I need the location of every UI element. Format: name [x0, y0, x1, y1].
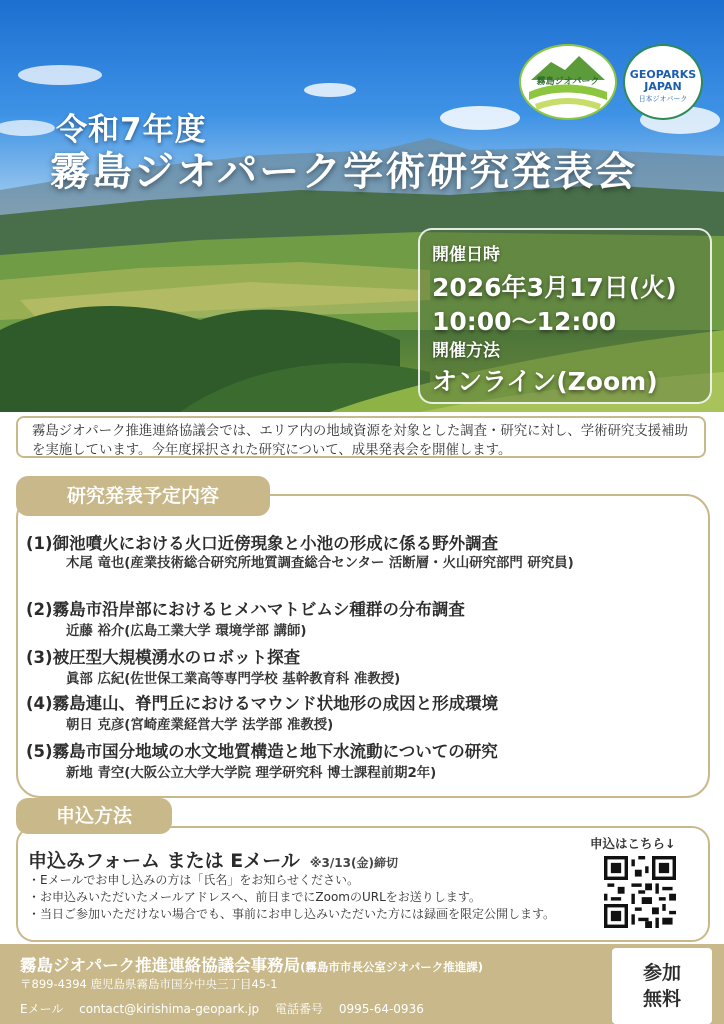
apply-heading: 申込方法 — [16, 798, 172, 834]
apply-box — [16, 826, 710, 942]
qr-label: 申込はこちら↓ — [590, 836, 676, 851]
program-item-presenter: 新地 青空(大阪公立大学大学院 理学研究科 博士課程前期2年) — [66, 766, 437, 781]
logo-line1: GEOPARKS — [629, 68, 697, 81]
organizer-dept: (霧島市市長公室ジオパーク推進課) — [300, 960, 483, 974]
free-participation-badge — [612, 948, 712, 1024]
apply-note: ・当日ご参加いただけない場合でも、事前にお申し込みいただいた方には録画を限定公開します。 — [28, 907, 556, 921]
program-item-presenter: 木尾 竜也(産業技術総合研究所地質調査総合センター 活断層・火山研究部門 研究員) — [66, 556, 574, 571]
apply-deadline: ※3/13(金)締切 — [309, 856, 398, 870]
program-item-presenter: 近藤 裕介(広島工業大学 環境学部 講師) — [66, 624, 307, 639]
organizer-address: 〒899-4394 鹿児島県霧島市国分中央三丁目45-1 — [20, 977, 278, 991]
email-label: Eメール — [20, 1002, 64, 1016]
organizer — [20, 952, 483, 976]
apply-method — [28, 846, 398, 873]
badge-line1: 参加 — [642, 962, 681, 984]
organizer-name: 霧島ジオパーク推進連絡協議会事務局 — [20, 956, 301, 975]
badge-line2: 無料 — [642, 988, 681, 1010]
logo-text: 霧島ジオパーク — [536, 77, 600, 87]
apply-method-text: 申込みフォーム または Eメール — [28, 850, 300, 872]
program-box — [16, 494, 710, 798]
event-year: 令和7年度 — [56, 112, 207, 148]
event-method: オンライン(Zoom) — [432, 367, 658, 396]
program-item-title: (4)霧島連山、脊門丘におけるマウンド状地形の成因と形成環境 — [26, 694, 499, 713]
apply-notes — [28, 872, 588, 923]
program-item-presenter: 眞部 広紀(佐世保工業高等専門学校 基幹教育科 准教授) — [66, 672, 401, 687]
event-date: 2026年3月17日(火) — [432, 273, 677, 302]
method-label: 開催方法 — [432, 341, 500, 361]
logo-line3: 日本ジオパーク — [638, 95, 688, 103]
date-label: 開催日時 — [432, 245, 500, 265]
phone-label: 電話番号 — [274, 1002, 323, 1016]
program-item-title: (2)霧島市沿岸部におけるヒメハマトビムシ種群の分布調査 — [26, 600, 465, 619]
contact-line — [20, 1000, 436, 1017]
email-link[interactable]: contact@kirishima-geopark.jp — [79, 1002, 260, 1016]
program-item-title: (1)御池噴火における火口近傍現象と小池の形成に係る野外調査 — [26, 534, 499, 553]
apply-note: ・Eメールでお申し込みの方は「氏名」をお知らせください。 — [28, 873, 359, 887]
event-info-box — [418, 228, 712, 404]
intro-text: 霧島ジオパーク推進連絡協議会では、エリア内の地域資源を対象とした調査・研究に対し、学術研究支援補助を実施しています。今年度採択された研究について、成果発表会を開催します。 — [16, 416, 706, 458]
program-item-title: (5)霧島市国分地域の水文地質構造と地下水流動についての研究 — [26, 742, 498, 761]
geoparks-japan-logo — [623, 44, 703, 120]
phone-number: 0995-64-0936 — [338, 1002, 424, 1016]
event-time: 10:00〜12:00 — [432, 307, 617, 336]
program-item-presenter: 朝日 克彦(宮崎産業経営大学 法学部 准教授) — [66, 718, 334, 733]
hero-banner — [0, 0, 724, 412]
kirishima-geopark-logo — [519, 44, 617, 120]
program-heading: 研究発表予定内容 — [16, 476, 270, 516]
qr-code[interactable] — [604, 856, 676, 928]
logo-line2: JAPAN — [644, 80, 682, 93]
apply-note: ・お申込みいただいたメールアドレスへ、前日までにZoomのURLをお送りします。 — [28, 890, 481, 904]
program-item-title: (3)被圧型大規模湧水のロボット探査 — [26, 648, 301, 667]
event-title: 霧島ジオパーク学術研究発表会 — [50, 149, 638, 195]
